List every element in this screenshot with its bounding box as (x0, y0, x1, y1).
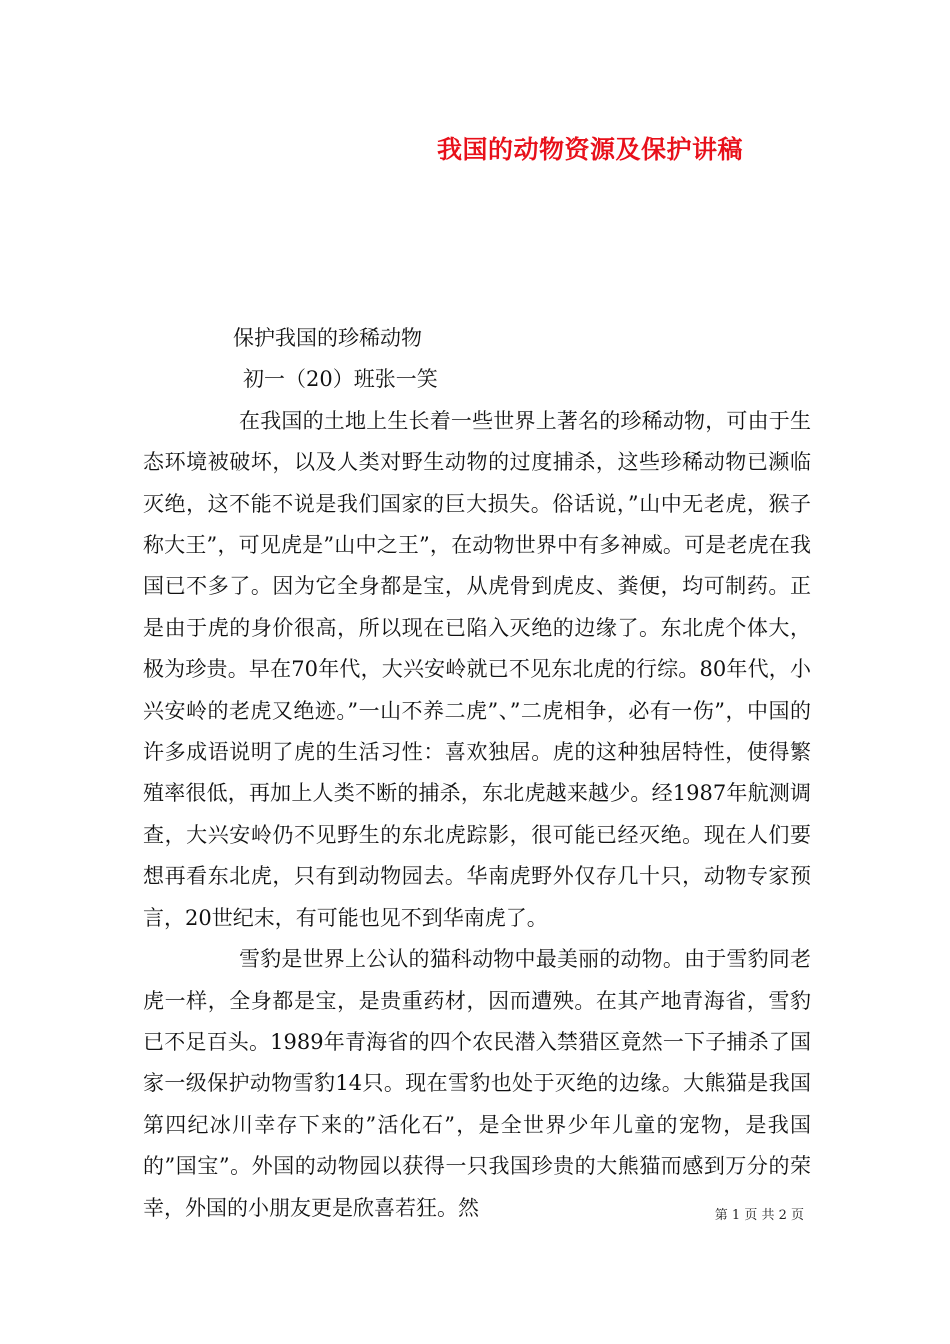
paragraph-tigers: 在我国的土地上生长着一些世界上著名的珍稀动物，可由于生态环境被破坏，以及人类对野生动物的过度捕杀，这些珍稀动物已濒临灭绝，这不能不说是我们国家的巨大损失。俗话说，”山中无老虎，猴子称大王”，可见虎是”山中之王”，在动物世界中有多神威。可是老虎在我国已不多了。因为它全身都是宝，从虎骨到虎皮、粪便，均可制药。正是由于虎的身价很高，所以现在已陷入灭绝的边缘了。东北虎个体大，极为珍贵。早在70年代，大兴安岭就已不见东北虎的行综。80年代，小兴安岭的老虎又绝迹。”一山不养二虎”、”二虎相争，必有一伤”，中国的许多成语说明了虎的生活习性：喜欢独居。虎的这种独居特性，使得繁殖率很低，再加上人类不断的捕杀，东北虎越来越少。经1987年航测调查，大兴安岭仍不见野生的东北虎踪影，很可能已经灭绝。现在人们要想再看东北虎，只有到动物园去。华南虎野外仅存几十只，动物专家预言，20世纪末，有可能也见不到华南虎了。 (143, 408, 811, 930)
page-indicator: 第 1 页 共 2 页 (714, 1208, 804, 1223)
article-subtitle: 保护我国的珍稀动物 (233, 326, 422, 350)
document-title: 我国的动物资源及保护讲稿 (436, 135, 743, 164)
document-body (143, 318, 811, 1229)
paragraph-snow-leopard-panda: 雪豹是世界上公认的猫科动物中最美丽的动物。由于雪豹同老虎一样，全身都是宝，是贵重药材，因而遭殃。在其产地青海省，雪豹已不足百头。1989年青海省的四个农民潜入禁猎区竟然一下子捕杀了国家一级保护动物雪豹14只。现在雪豹也处于灭绝的边缘。大熊猫是我国第四纪冰川幸存下来的”活化石”，是全世界少年儿童的宠物，是我国的”国宝”。外国的动物园以获得一只我国珍贵的大熊猫而感到万分的荣幸，外国的小朋友更是欣喜若狂。然 (143, 947, 811, 1220)
article-byline: 初一（20）班张一笑 (243, 367, 438, 392)
